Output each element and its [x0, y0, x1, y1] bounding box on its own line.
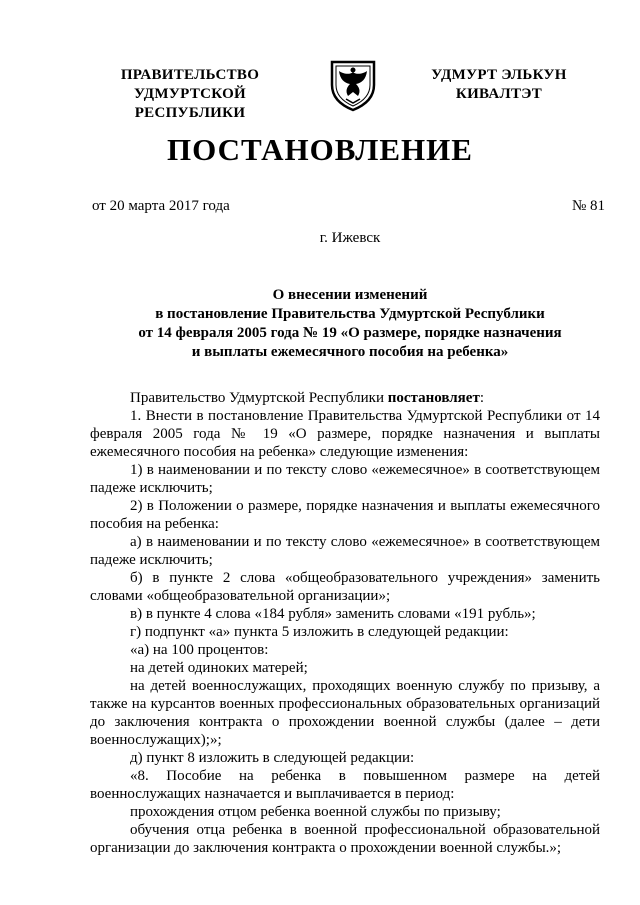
body-paragraph: 1) в наименовании и по тексту слово «ежемесячное» в соответствующем падеже исключить;	[90, 462, 600, 496]
body-paragraph: а) в наименовании и по тексту слово «ежемесячное» в соответствующем падеже исключить;	[90, 534, 600, 568]
body-paragraph: д) пункт 8 изложить в следующей редакции:	[130, 750, 415, 766]
body-paragraph: «а) на 100 процентов:	[130, 642, 269, 658]
header-right	[426, 66, 572, 104]
subject-line: О внесении изменений	[272, 287, 428, 303]
paragraph-bold-text: постановляет	[387, 390, 480, 406]
paragraph-text: :	[479, 390, 484, 406]
body-paragraph: б) в пункте 2 слова «общеобразовательного учреждения» заменить словами «общеобразовательной организации»;	[90, 570, 600, 604]
subject-line: и выплаты ежемесячного пособия на ребенка»	[191, 344, 509, 360]
body-paragraph: «8. Пособие на ребенка в повышенном размере на детей военнослужащих назначается и выплачивается в период:	[90, 768, 600, 802]
coat-of-arms-icon	[328, 59, 378, 112]
document-subject	[100, 286, 600, 362]
document-number: № 81	[572, 198, 606, 214]
paragraph-text: Правительство Удмуртской Республики	[130, 390, 388, 406]
header-right-line2: КИВАЛТЭТ	[455, 86, 543, 102]
header-left-line1: ПРАВИТЕЛЬСТВО	[120, 67, 260, 83]
body-paragraph: обучения отца ребенка в военной профессиональной образовательной организации до заключения контракта о прохождении военной службы.»;	[90, 822, 600, 856]
document-date: от 20 марта 2017 года	[92, 198, 230, 214]
subject-line: в постановление Правительства Удмуртской Республики	[155, 306, 545, 322]
body-paragraph: г) подпункт «а» пункта 5 изложить в следующей редакции:	[130, 624, 509, 640]
document-title: ПОСТАНОВЛЕНИЕ	[167, 132, 473, 167]
body-paragraph: прохождения отцом ребенка военной службы по призыву;	[130, 804, 501, 820]
document-body	[90, 389, 600, 857]
body-paragraph: на детей одиноких матерей;	[130, 660, 308, 676]
body-paragraph	[90, 389, 600, 407]
header-left	[80, 66, 300, 123]
document-city: г. Ижевск	[319, 230, 381, 246]
body-paragraph: 1. Внести в постановление Правительства Удмуртской Республики от 14 февраля 2005 года № 19 «О размере, порядке назначения и выплаты ежемесячного пособия на ребенка» следующие изменения:	[90, 408, 600, 460]
header-left-line2: УДМУРТСКОЙ РЕСПУБЛИКИ	[134, 86, 246, 121]
header-right-line1: УДМУРТ ЭЛЬКУН	[431, 67, 567, 83]
subject-line: от 14 февраля 2005 года № 19 «О размере, порядке назначения	[138, 325, 562, 341]
body-paragraph: 2) в Положении о размере, порядке назначения и выплаты ежемесячного пособия на ребенка:	[90, 498, 600, 532]
body-paragraph: в) в пункте 4 слова «184 рубля» заменить словами «191 рубль»;	[130, 606, 536, 622]
body-paragraph: на детей военнослужащих, проходящих военную службу по призыву, а также на курсантов военных профессиональных образовательных организаций до заключения контракта о прохождении военной службы (далее – дети военнослужащих);»;	[90, 678, 600, 748]
